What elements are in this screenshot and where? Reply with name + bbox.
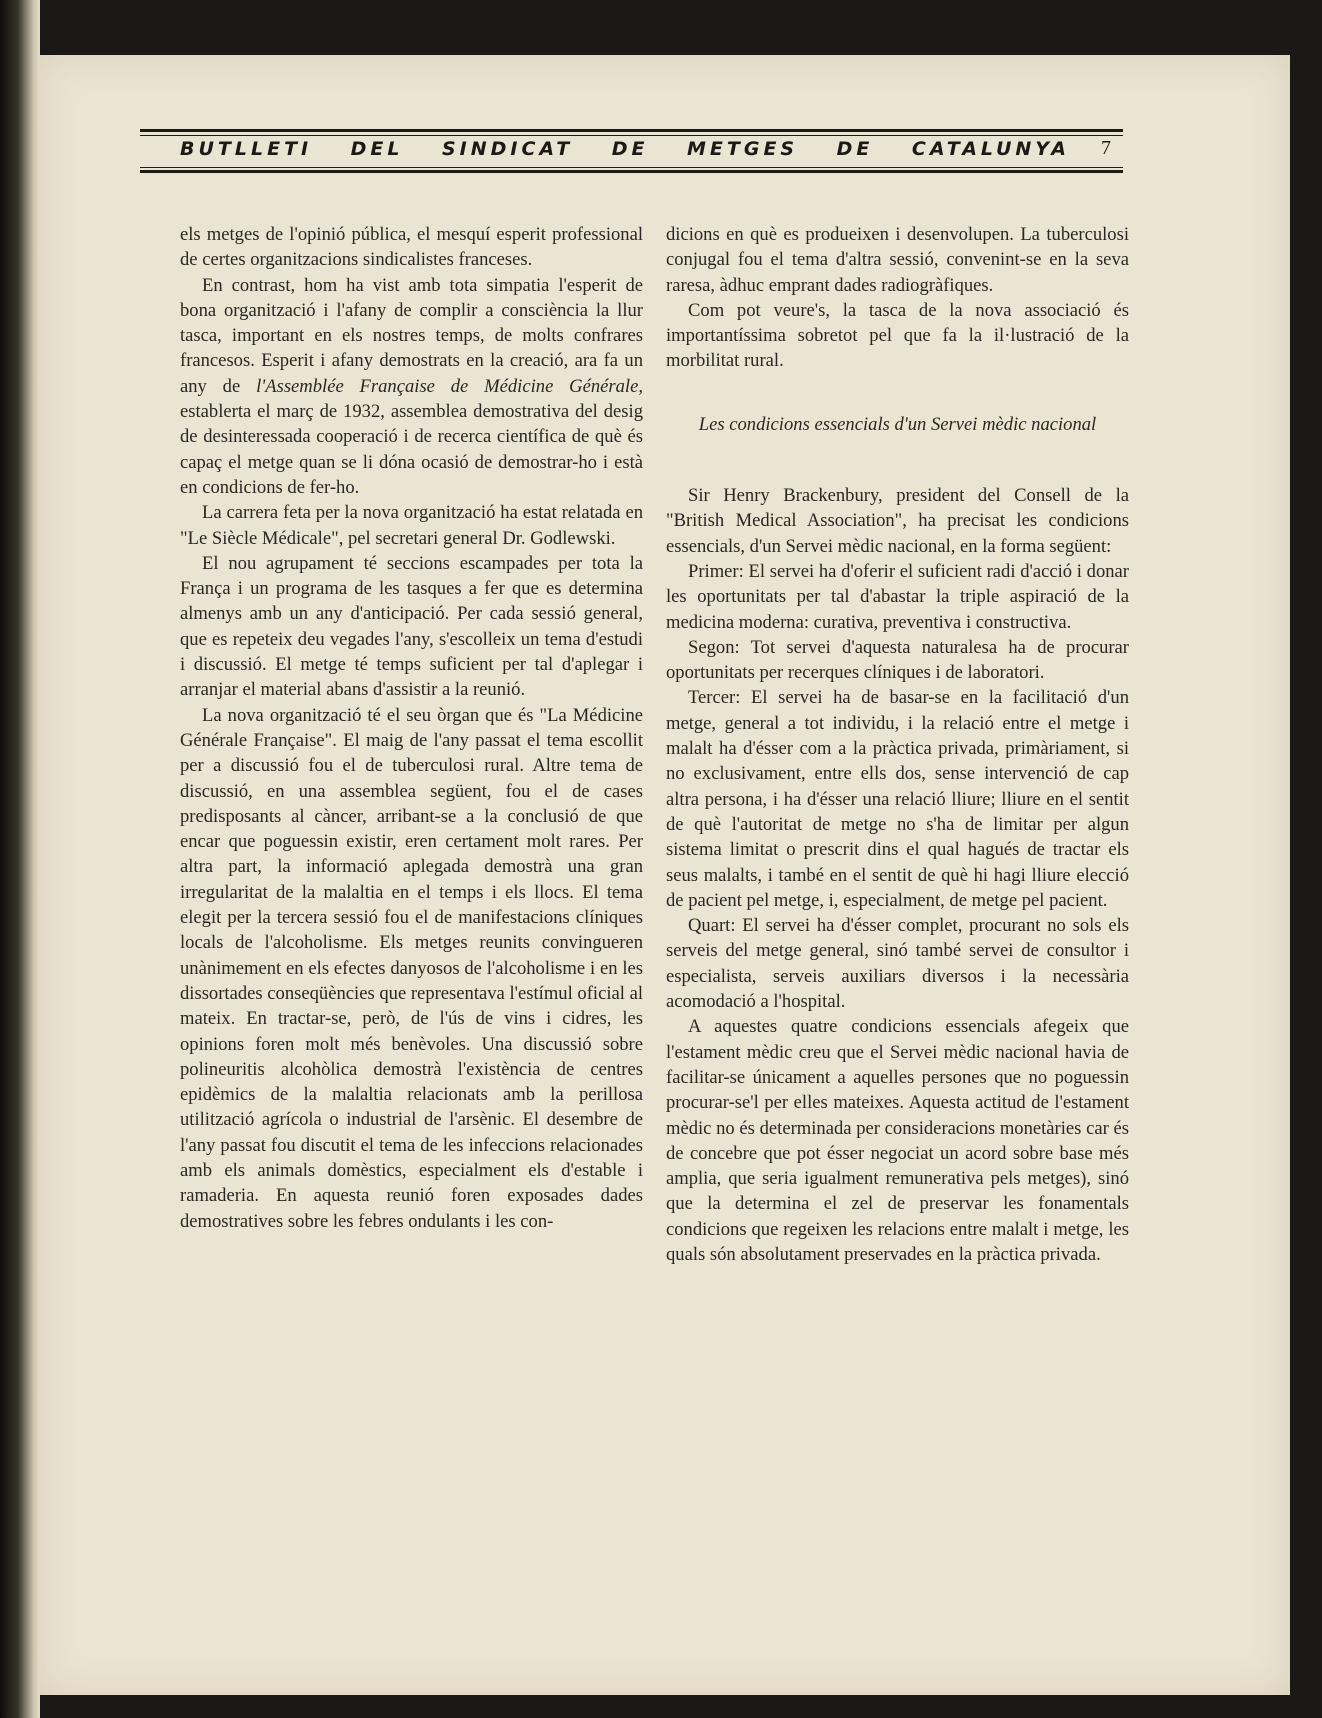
header-rule-top-thick (140, 129, 1123, 132)
paragraph: La nova organització té el seu òrgan que és "La Médicine Générale Française". El maig de l'any passat el tema escollit per a discussió fou el de tuberculosi rural. Altre tema de discussió, en una assemblea següent, fou el de cases predisposants al càncer, arribant-se a la conclusió de que encar que poguessin existir, eren certament molt rares. Per altra part, la informació aplegada demostrà una gran irregularitat de la malaltia en el temps i els llocs. El tema elegit per la tercera sessió fou el de manifestacions clíniques locals de l'alcoholisme. Els metges reunits convingueren unànimement en els efectes danyosos de l'alcoholisme i en les dissortades conseqüències que representava l'estímul oficial al mateix. En tractar-se, però, de l'ús de vins i cidres, les opinions foren molt més benèvoles. Una discussió sobre polineuritis alcohòlica demostrà l'existència de centres epidèmics de la malaltia relacionats amb la perillosa utilització agrícola o industrial de l'arsènic. El desembre de l'any passat fou discutit el tema de les infeccions relacionades amb els animals domèstics, especialment els d'estable i ramaderia. En aquesta reunió foren exposades dades demostratives sobre les febres ondulants i les con- (180, 704, 643, 1232)
header-title (180, 138, 1070, 160)
running-header (140, 80, 1123, 195)
header-word: METGES (687, 138, 799, 160)
header-word: DEL (350, 138, 404, 160)
paragraph-text: En contrast, hom ha vist amb tota simpatia l'esperit de bona organització i l'afany de complir a consciència la llur tasca, important en els nostres temps, de molts confrares francesos. Esperit i afany demostrats en la creació, ara fa un any de (180, 274, 643, 397)
paragraph: La carrera feta per la nova organització ha estat relatada en "Le Siècle Médicale", pel secretari general Dr. Godlewski. (180, 502, 643, 549)
book-binding-edge (0, 0, 40, 1718)
left-column (180, 222, 643, 1234)
paragraph: els metges de l'opinió pública, el mesquí esperit professional de certes organitzacions sindicalistes franceses. (180, 224, 643, 271)
paragraph: A aquestes quatre condicions essencials afegeix que l'estament mèdic creu que el Servei mèdic nacional havia de facilitar-se únicament a aquelles persones que no poguessin procurar-se'l per elles mateixes. Aquesta actitud de l'estament mèdic no és determinada per consideracions monetàries car és de concebre que pot ésser negociat un acord sobre base més amplia, que seria igualment remunerativa pels metges), sinó que la determina el zel de preservar les fonamentals condicions que regeixen les relacions entre malalt i metge, les quals són absolutament preservades en la pràctica privada. (666, 1016, 1129, 1265)
page-number: 7 (1101, 137, 1111, 159)
paragraph: El nou agrupament té seccions escampades per tota la França i un programa de les tasques a fer que es determina almenys amb un any d'anticipació. Per cada sessió general, que es repeteix deu vegades l'any, s'escolleix un tema d'estudi i discussió. El metge té temps suficient per tal d'aplegar i arranjar el material abans d'assistir a la reunió. (180, 552, 643, 701)
paragraph-text: establerta el març de 1932, assemblea demostrativa del desig de desinteressada cooperació i de recerca científica de què és capaç el metge quan se li dóna ocasió de demostrar-ho i està en condicions de fer-ho. (180, 401, 643, 498)
paragraph: Primer: El servei ha d'oferir el suficient radi d'acció i donar les oportunitats per tal d'abastar la triple aspiració de la medicina moderna: curativa, preventiva i constructiva. (666, 560, 1129, 633)
paragraph: Sir Henry Brackenbury, president del Consell de la "British Medical Association", ha precisat les condicions essencials, d'un Servei mèdic nacional, en la forma següent: (666, 485, 1129, 557)
paragraph: Quart: El servei ha d'ésser complet, procurant no sols els serveis del metge general, sinó també servei de consultor i especialista, serveis auxiliars diversos i la necessària acomodació a l'hospital. (666, 915, 1129, 1013)
paragraph: dicions en què es produeixen i desenvolupen. La tuberculosi conjugal fou el tema d'altra sessió, convenint-se en la seva raresa, àdhuc emprant dades radiogràfiques. (666, 224, 1129, 296)
header-word: DE (611, 138, 649, 160)
section-heading: Les condicions essencials d'un Servei mèdic nacional (698, 413, 1097, 435)
header-rule-top-thin (140, 135, 1123, 136)
header-word: BUTLLETI (180, 138, 313, 160)
header-word: SINDICAT (441, 138, 574, 160)
paragraph (180, 273, 643, 501)
header-rule-bottom-thick (140, 170, 1123, 173)
header-word: CATALUNYA (911, 138, 1070, 160)
header-rule-bottom-thin (140, 167, 1123, 168)
paragraph: Tercer: El servei ha de basar-se en la facilitació d'un metge, general a tot individu, i la relació entre el metge i malalt ha d'ésser com a la pràctica privada, primàriament, si no exclusivament, entre ells dos, sense intervenció de cap altra persona, i ha d'ésser una relació lliure; lliure en el sentit de què l'autoritat de metge no s'ha de limitar per algun sistema limitat o prescrit dins el qual hagués de tractar els seus malalts, i també en el sentit de què hi hagi lliure elecció de pacient pel metge, i, especialment, de metge pel pacient. (666, 687, 1129, 911)
right-column (666, 222, 1129, 1267)
paragraph: Com pot veure's, la tasca de la nova associació és importantíssima sobretot pel que fa la il·lustració de la morbilitat rural. (666, 299, 1129, 372)
emphasis-text: l'Assemblée Française de Médicine Générale, (256, 375, 643, 397)
header-word: DE (836, 138, 874, 160)
paragraph: Segon: Tot servei d'aquesta naturalesa ha de procurar oportunitats per recerques clíniques i de laboratori. (666, 636, 1129, 684)
